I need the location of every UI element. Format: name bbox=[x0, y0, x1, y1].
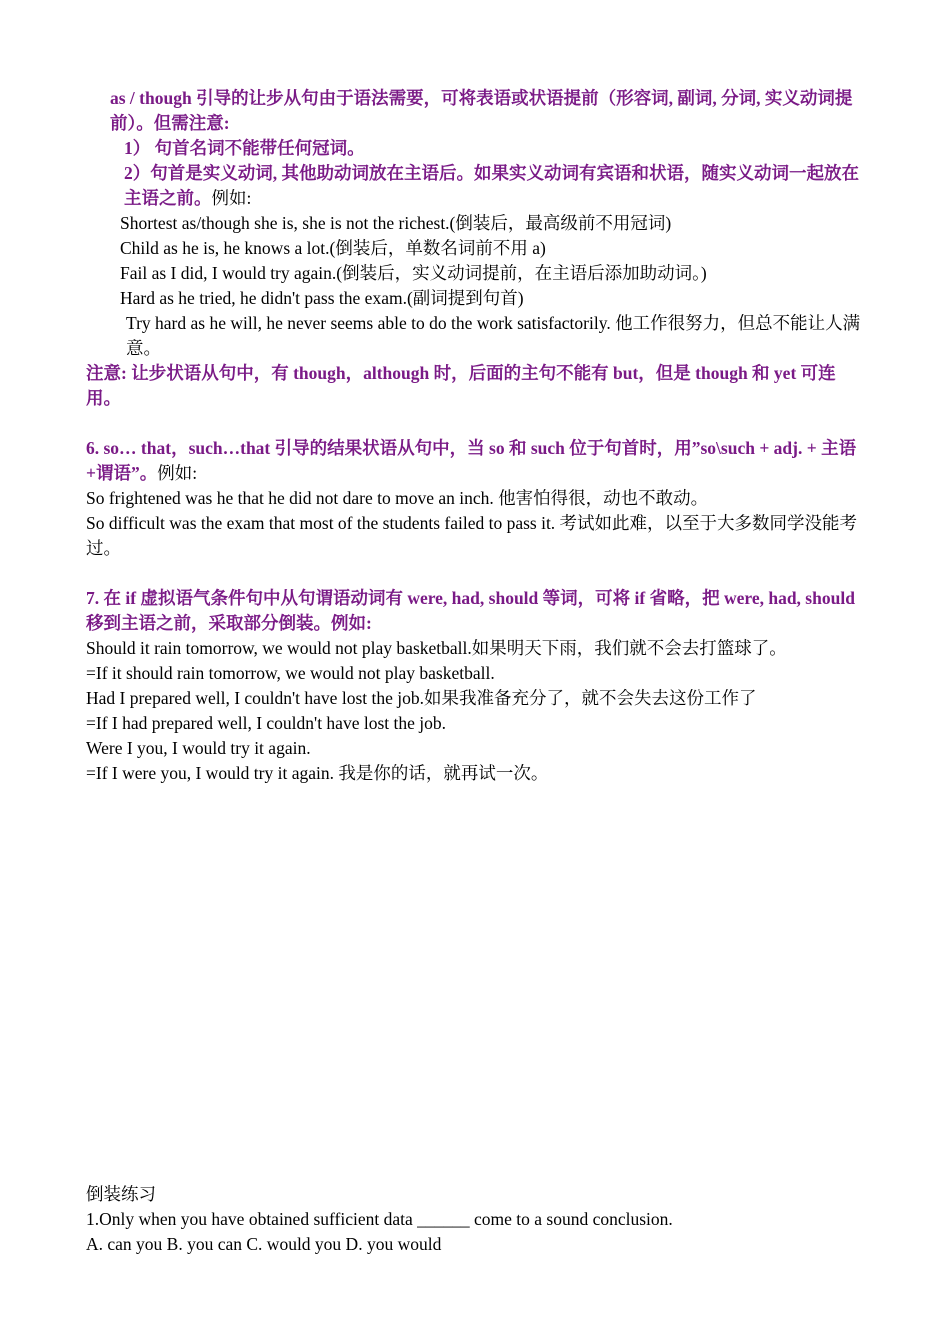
concession-example-2: Child as he is, he knows a lot.(倒装后，单数名词前不用 a) bbox=[120, 238, 546, 258]
concession-rule-1: 1） 句首名词不能带任何冠词。 bbox=[124, 138, 365, 158]
concession-rule-2-text: 2）句首是实义动词, 其他助动词放在主语后。如果实义动词有宾语和状语，随实义动词一起放在主语之前。 bbox=[124, 163, 859, 208]
concession-intro: as / though 引导的让步从句由于语法需要，可将表语或状语提前（形容词, 副词, 分词, 实义动词提前）。但需注意: bbox=[110, 88, 853, 133]
subjunctive-heading: 7. 在 if 虚拟语气条件句中从句谓语动词有 were, had, should 等词，可将 if 省略，把 were, had, should 移到主语之前，采取部分倒装。例如: bbox=[86, 588, 855, 633]
concession-example-4: Hard as he tried, he didn't pass the exam.(副词提到句首) bbox=[120, 288, 524, 308]
result-clause-example-2: So difficult was the exam that most of the students failed to pass it. 考试如此难，以至于大多数同学没能考过。 bbox=[86, 513, 858, 558]
spacer bbox=[86, 411, 864, 436]
exercise-title: 倒装练习 bbox=[86, 1184, 156, 1204]
concession-example-3: Fail as I did, I would try again.(倒装后，实义动词提前，在主语后添加助动词。) bbox=[120, 263, 707, 283]
concession-note: 注意: 让步状语从句中，有 though，although 时，后面的主句不能有 but，但是 though 和 yet 可连用。 bbox=[86, 363, 836, 408]
subjunctive-example-line: Should it rain tomorrow, we would not play basketball.如果明天下雨，我们就不会去打篮球了。 bbox=[86, 638, 787, 658]
subjunctive-example-line: =If I were you, I would try it again. 我是你的话，就再试一次。 bbox=[86, 763, 549, 783]
exercise-question-1-options: A. can you B. you can C. would you D. you would bbox=[86, 1234, 442, 1254]
result-clause-heading-text: 6. so… that，such…that 引导的结果状语从句中，当 so 和 such 位于句首时，用”so\such + adj. + 主语+谓语”。 bbox=[86, 438, 857, 483]
spacer bbox=[86, 561, 864, 586]
concession-example-1: Shortest as/though she is, she is not the richest.(倒装后，最高级前不用冠词) bbox=[120, 213, 672, 233]
subjunctive-example-line: =If I had prepared well, I couldn't have lost the job. bbox=[86, 713, 446, 733]
document-body bbox=[86, 86, 864, 786]
subjunctive-example-line: Were I you, I would try it again. bbox=[86, 738, 311, 758]
result-clause-example-1: So frightened was he that he did not dare to move an inch. 他害怕得很，动也不敢动。 bbox=[86, 488, 709, 508]
exercise-question-1: 1.Only when you have obtained sufficient data ______ come to a sound conclusion. bbox=[86, 1209, 673, 1229]
concession-rule-2-example-label: 例如: bbox=[211, 188, 252, 208]
exercise-section bbox=[86, 1182, 864, 1257]
subjunctive-example-line: Had I prepared well, I couldn't have lost the job.如果我准备充分了，就不会失去这份工作了 bbox=[86, 688, 757, 708]
concession-example-5: Try hard as he will, he never seems able to do the work satisfactorily. 他工作很努力，但总不能让人满意。 bbox=[126, 313, 861, 358]
subjunctive-example-line: =If it should rain tomorrow, we would not play basketball. bbox=[86, 663, 495, 683]
result-clause-example-label: 例如: bbox=[157, 463, 198, 483]
concession-rule-2 bbox=[86, 161, 864, 211]
result-clause-heading bbox=[86, 436, 864, 486]
